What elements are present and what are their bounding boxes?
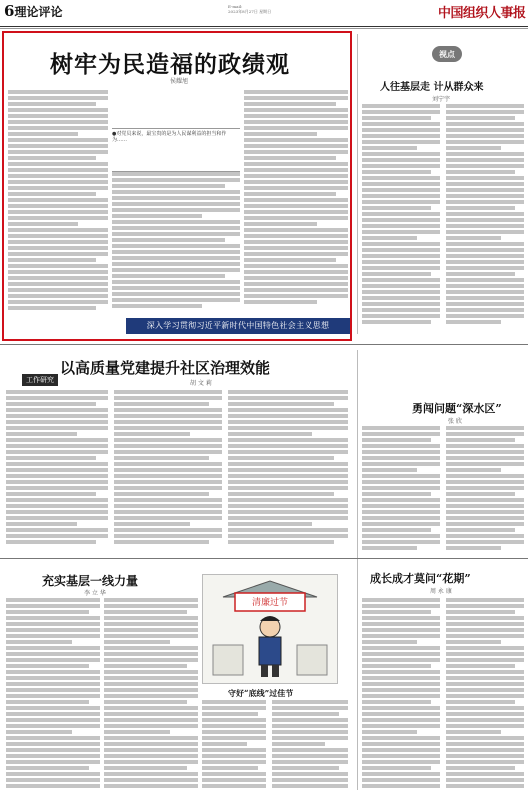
- article6-column-2: [272, 700, 348, 794]
- article6-column-1: [202, 700, 266, 794]
- lead-article-byline: 侯耀旭: [170, 78, 189, 85]
- article2-title: 以高质量党建提升社区治理效能: [60, 359, 271, 377]
- viewpoint-badge: 视点: [432, 46, 462, 62]
- article5-title: 成长成才莫问“花期”: [370, 572, 471, 585]
- article5-column-1: [362, 598, 440, 794]
- article2-byline: 胡 文 莉: [190, 380, 212, 387]
- article5-byline: 周 永 康: [430, 588, 452, 595]
- header-meta: [228, 4, 428, 14]
- header-rule-thin: [0, 28, 528, 29]
- lead-pullquote: ●对党员来说，最宝贵的是为人民谋利益的担当和作为……: [112, 128, 240, 172]
- cartoon-illustration: [202, 574, 338, 684]
- viewpoint-title: 人往基层走 计从群众来: [380, 82, 484, 93]
- column-divider-lower: [357, 350, 358, 790]
- study-banner: 深入学习贯彻习近平新时代中国特色社会主义思想: [126, 318, 350, 334]
- header-rule: [0, 26, 528, 27]
- section-name: 理论评论: [14, 5, 63, 19]
- work-research-tag: 工作研究: [22, 374, 58, 386]
- lead-article-column-3: [244, 90, 348, 315]
- viewpoint-byline: 刘宁宇: [432, 96, 451, 103]
- page-number: 6: [4, 2, 15, 20]
- article3-column-2: [104, 598, 198, 794]
- article2-column-1: [6, 390, 108, 550]
- article3-column-1: [6, 598, 100, 794]
- article4-column-1: [362, 426, 440, 556]
- lead-article-column-2: [112, 172, 240, 314]
- lead-article-title: 树牢为民造福的政绩观: [50, 51, 290, 78]
- viewpoint-column-2: [446, 104, 524, 329]
- cartoon-sign-text: 清廉过节: [251, 598, 289, 608]
- cartoon-drawing: [203, 575, 337, 683]
- issue-date: 2023年8月27日 星期日: [228, 9, 272, 14]
- column-divider: [357, 34, 358, 334]
- page-section-label: [4, 2, 62, 20]
- cartoon-caption: 守好“底线”过佳节: [228, 688, 294, 698]
- article2-column-3: [228, 390, 348, 550]
- article4-title: 勇闯问题“深水区”: [412, 402, 502, 415]
- masthead-logo: 中国组织人事报: [438, 6, 526, 21]
- article3-title: 充实基层一线力量: [42, 574, 139, 588]
- article5-column-2: [446, 598, 524, 794]
- section-rule-2: [0, 558, 528, 559]
- lead-article-column-1: [8, 90, 108, 315]
- article3-byline: 李 立 华: [84, 590, 106, 597]
- article4-column-2: [446, 426, 524, 556]
- article4-byline: 张 欣: [448, 418, 462, 425]
- viewpoint-column-1: [362, 104, 440, 329]
- article2-column-2: [114, 390, 222, 550]
- header-contact: E-mail:: [228, 4, 243, 9]
- section-rule: [0, 344, 528, 345]
